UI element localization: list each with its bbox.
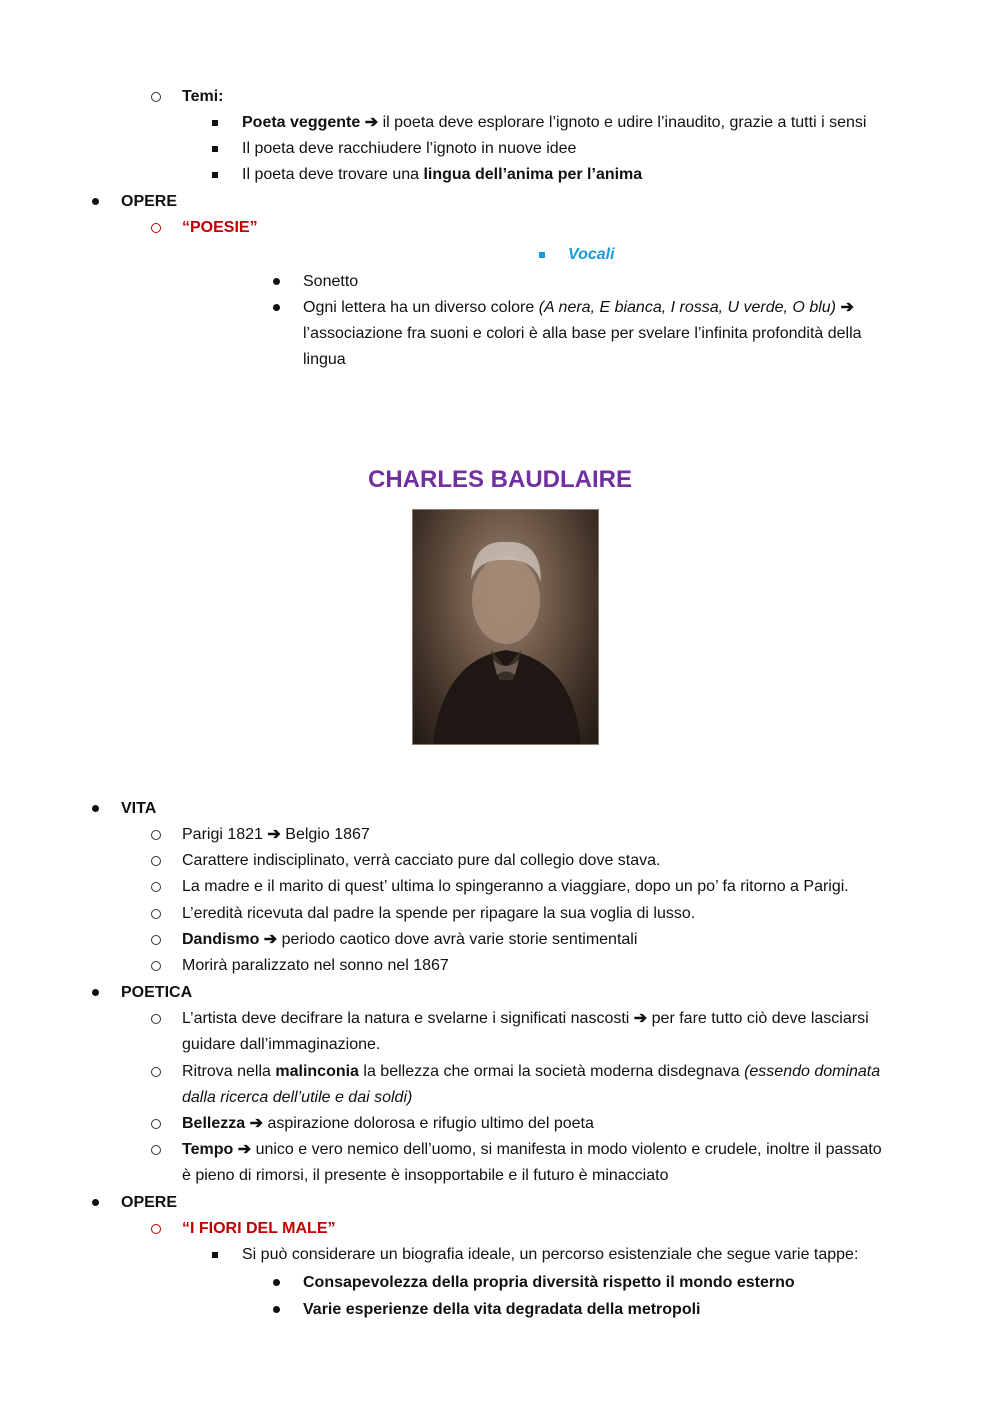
- vita-item-3: La madre e il marito di quest’ ultima lo spingeranno a viaggiare, dopo un po’ fa ritorno a Parigi.: [182, 878, 849, 895]
- vita-heading: VITA: [121, 800, 157, 817]
- temi-item-3: [242, 162, 642, 188]
- fiori-title: “I FIORI DEL MALE”: [182, 1220, 336, 1237]
- circle-bullet-icon: [151, 953, 161, 979]
- vita-item-1-a: Parigi 1821: [182, 826, 263, 843]
- poetica-item-1-line2: guidare dall’immaginazione.: [182, 1036, 381, 1053]
- arrow-icon: ➔: [249, 1115, 263, 1132]
- bullet-icon: [273, 1270, 280, 1296]
- poetica-item-3-text: aspirazione dolorosa e rifugio ultimo del poeta: [263, 1115, 594, 1132]
- poetica-item-1-a: L’artista deve decifrare la natura e svelarne i significati nascosti: [182, 1010, 630, 1027]
- poetica-item-1-b: per fare tutto ciò deve lasciarsi: [647, 1010, 869, 1027]
- poetica-item-2-line2: dalla ricerca dell’utile e dai soldi): [182, 1089, 413, 1106]
- tappa-item-2: Varie esperienze della vita degradata della metropoli: [303, 1301, 701, 1318]
- tappa-item-1: Consapevolezza della propria diversità rispetto il mondo esterno: [303, 1274, 795, 1291]
- fiori-intro: Si può considerare un biografia ideale, un percorso esistenziale che segue varie tappe:: [242, 1246, 859, 1263]
- poetica-item-4-line2: è pieno di rimorsi, il presente è insopportabile e il futuro è minacciato: [182, 1167, 669, 1184]
- square-bullet-icon: [212, 162, 218, 188]
- poesie-title: “POESIE”: [182, 219, 258, 236]
- vita-item-5: [182, 927, 637, 953]
- vita-item-4: L’eredità ricevuta dal padre la spende per ripagare la sua voglia di lusso.: [182, 905, 696, 922]
- circle-bullet-icon: [151, 874, 161, 900]
- lettere-text: Ogni lettera ha un diverso colore: [303, 299, 539, 316]
- poetica-item-3: [182, 1111, 594, 1137]
- temi-item-1-text: il poeta deve esplorare l’ignoto e udire l’inaudito, grazie a tutti i sensi: [378, 114, 867, 131]
- arrow-icon: ➔: [633, 1010, 648, 1027]
- bullet-icon: [92, 980, 99, 1006]
- vita-item-2: Carattere indisciplinato, verrà cacciato pure dal collegio dove stava.: [182, 852, 661, 869]
- circle-bullet-icon: [151, 1059, 161, 1085]
- poetica-item-2-pre: Ritrova nella: [182, 1063, 276, 1080]
- bullet-icon: [273, 1297, 280, 1323]
- poetica-item-2-italic: (essendo dominata: [744, 1063, 881, 1080]
- arrow-icon: ➔: [840, 299, 854, 316]
- portrait-figure-icon: [413, 510, 598, 744]
- vita-item-5-text: periodo caotico dove avrà varie storie sentimentali: [277, 931, 638, 948]
- arrow-icon: ➔: [263, 931, 278, 948]
- poetica-heading: POETICA: [121, 984, 193, 1001]
- square-bullet-icon: [539, 242, 545, 268]
- circle-bullet-icon: [151, 215, 161, 241]
- poetica-item-2-line1: [182, 1059, 880, 1085]
- square-bullet-icon: [212, 110, 218, 136]
- circle-bullet-icon: [151, 1216, 161, 1242]
- circle-bullet-icon: [151, 1137, 161, 1163]
- lettere-item-line1: [303, 295, 854, 321]
- vita-item-1: [182, 822, 370, 848]
- circle-bullet-icon: [151, 822, 161, 848]
- bullet-icon: [273, 295, 280, 321]
- opere-heading: OPERE: [121, 193, 178, 210]
- temi-item-1-bold: Poeta veggente: [242, 114, 361, 131]
- bullet-icon: [92, 189, 99, 215]
- arrow-icon: ➔: [267, 826, 281, 843]
- bullet-icon: [92, 796, 99, 822]
- square-bullet-icon: [212, 1242, 218, 1268]
- circle-bullet-icon: [151, 901, 161, 927]
- arrow-icon: ➔: [364, 114, 379, 131]
- bullet-icon: [273, 269, 280, 295]
- poetica-item-2-bold: malinconia: [275, 1063, 359, 1080]
- portrait-photo: [412, 509, 599, 745]
- opere-heading-2: OPERE: [121, 1194, 178, 1211]
- page-title: CHARLES BAUDLAIRE: [368, 466, 632, 493]
- lettere-item-line3: lingua: [303, 351, 346, 368]
- temi-item-1: [242, 110, 866, 136]
- circle-bullet-icon: [151, 848, 161, 874]
- vocali-title: Vocali: [568, 246, 615, 263]
- temi-item-3-bold: lingua dell’anima per l’anima: [423, 166, 643, 183]
- square-bullet-icon: [212, 136, 218, 162]
- poetica-item-4-line1: [182, 1137, 882, 1163]
- vita-item-5-bold: Dandismo: [182, 931, 260, 948]
- circle-bullet-icon: [151, 84, 161, 110]
- arrow-icon: ➔: [237, 1141, 252, 1158]
- poetica-item-2-text: la bellezza che ormai la società moderna disdegnava: [358, 1063, 745, 1080]
- lettere-italic: (A nera, E bianca, I rossa, U verde, O blu): [538, 299, 836, 316]
- temi-label: Temi:: [182, 88, 224, 105]
- circle-bullet-icon: [151, 1111, 161, 1137]
- circle-bullet-icon: [151, 927, 161, 953]
- poetica-item-3-bold: Bellezza: [182, 1115, 246, 1132]
- poetica-item-4-bold: Tempo: [182, 1141, 234, 1158]
- circle-bullet-icon: [151, 1006, 161, 1032]
- poetica-item-1-line1: [182, 1006, 869, 1032]
- temi-item-2: Il poeta deve racchiudere l’ignoto in nuove idee: [242, 140, 577, 157]
- vita-item-1-b: Belgio 1867: [285, 826, 370, 843]
- vita-item-6: Morirà paralizzato nel sonno nel 1867: [182, 957, 449, 974]
- temi-item-3-text: Il poeta deve trovare una: [242, 166, 424, 183]
- sonetto-item: Sonetto: [303, 273, 359, 290]
- lettere-item-line2: l’associazione fra suoni e colori è alla base per svelare l’infinita profondità della: [303, 325, 862, 342]
- bullet-icon: [92, 1190, 99, 1216]
- poetica-item-4-text: unico e vero nemico dell’uomo, si manifesta in modo violento e crudele, inoltre il passato: [251, 1141, 882, 1158]
